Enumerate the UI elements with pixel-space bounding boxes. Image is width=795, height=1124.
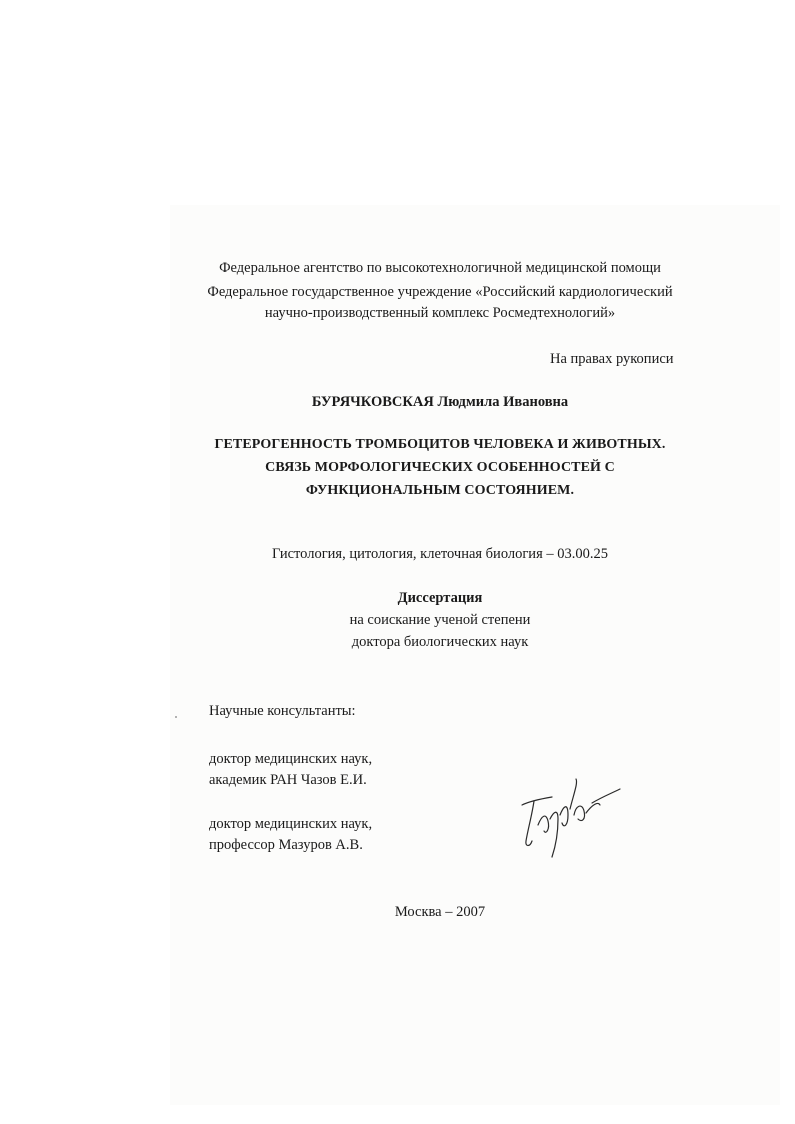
title-line-3: ФУНКЦИОНАЛЬНЫМ СОСТОЯНИЕМ. xyxy=(305,483,575,498)
city-year: Москва – 2007 xyxy=(394,904,486,920)
header-agency: Федеральное агентство по высокотехнологичной медицинской помощи xyxy=(219,260,661,276)
degree-line-1: на соискание ученой степени xyxy=(349,612,531,628)
header-institution: Федеральное государственное учреждение «Российский кардиологический xyxy=(207,284,673,300)
consultant-2-degree: доктор медицинских наук, xyxy=(209,816,373,832)
consultant-2-name: профессор Мазуров А.В. xyxy=(209,837,363,853)
consultant-1-name: академик РАН Чазов Е.И. xyxy=(209,772,367,788)
scan-background xyxy=(170,205,780,1105)
author-name xyxy=(0,393,795,411)
manuscript-note: На правах рукописи xyxy=(550,351,674,367)
dissertation-label: Диссертация xyxy=(397,590,483,606)
specialty: Гистология, цитология, клеточная биология – 03.00.25 xyxy=(271,546,608,562)
handwritten-signature xyxy=(512,775,624,865)
degree-line-2: доктора биологических наук xyxy=(351,634,529,650)
consultants-heading: Научные консультанты: xyxy=(209,703,356,719)
author-surname: БУРЯЧКОВСКАЯ xyxy=(311,394,434,410)
title-line-2: СВЯЗЬ МОРФОЛОГИЧЕСКИХ ОСОБЕННОСТЕЙ С xyxy=(265,460,615,475)
consultant-1-degree: доктор медицинских наук, xyxy=(209,751,373,767)
title-line-1: ГЕТЕРОГЕННОСТЬ ТРОМБОЦИТОВ ЧЕЛОВЕКА И ЖИВОТНЫХ. xyxy=(214,437,666,452)
scan-speck xyxy=(175,716,177,718)
header-complex: научно-производственный комплекс Росмедтехнологий» xyxy=(264,305,616,321)
author-given-names: Людмила Ивановна xyxy=(437,394,569,410)
